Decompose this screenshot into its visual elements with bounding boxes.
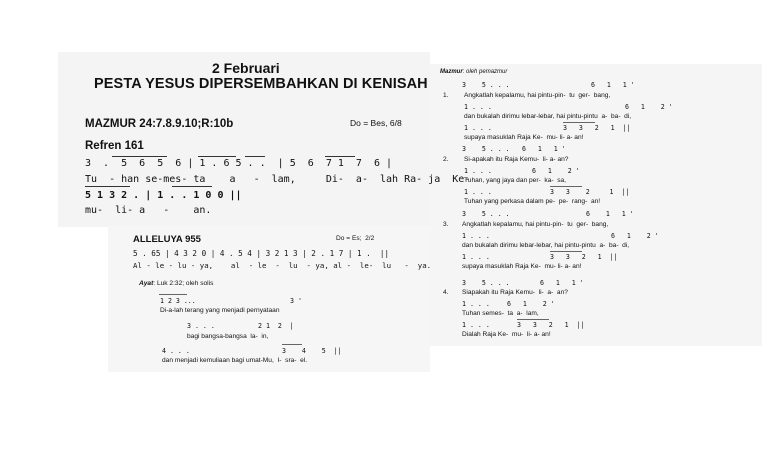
verse-3-notes-c-end: 3 3 2 1 || <box>550 253 618 261</box>
ayat-notes-1: 1 2 3 ... <box>160 297 196 305</box>
verse-1-notes-b-end: 6 1 2 ' <box>625 103 673 111</box>
verse-3-line-a: Angkatlah kepalamu, hai pintu-pin- tu ger- bang, <box>462 221 609 228</box>
verse-2-notes-a: 3 5 . . . <box>462 145 510 153</box>
ayat-lyrics-3: dan menjadi kemuliaan bagi umat-Mu, I- sra- el. <box>162 357 308 364</box>
verse-4-line-b: Tuhan semes- ta a- lam, <box>462 310 539 317</box>
verse-4-notes-b-end: 6 1 2 ' <box>507 300 555 308</box>
ayat-line <box>139 280 213 287</box>
verse-1-notes-a: 3 5 . . . <box>462 81 510 89</box>
slur-line <box>159 294 187 295</box>
verse-3-line-b: dan bukalah dirimu lebar-lebar, hai pintu-pintu a- ba- di, <box>462 242 630 249</box>
slur-line <box>517 319 549 320</box>
psalm-title: MAZMUR 24:7.8.9.10;R:10b <box>85 118 234 130</box>
verses-header-sub: : oleh pemazmur <box>462 69 508 75</box>
refrain-lyrics-line-1: Tu - han se-mes- ta a - lam, Di- a- lah Ra- ja Ke- <box>85 174 471 185</box>
verse-2-notes-c-end: 3 3 2 1 || <box>550 188 630 196</box>
alleluia-title: ALLELUYA 955 <box>133 234 201 245</box>
verse-3-notes-a: 3 5 . . . <box>462 210 510 218</box>
verse-1-notes-a-end: 6 1 1 ' <box>591 81 635 89</box>
verses-header-label: Mazmur <box>440 69 463 75</box>
refrain-title: Refren 161 <box>85 140 144 152</box>
verse-2-line-a: Si-apakah itu Raja Kemu- li- a- an? <box>464 156 569 163</box>
verse-1-line-a: Angkatlah kepalamu, hai pintu-pin- tu ger- bang, <box>464 92 611 99</box>
alleluia-lyrics: Al - le - lu - ya, al - le - lu - ya, al - le- lu - ya. <box>133 261 432 270</box>
ayat-lyrics-1: Di-a-lah terang yang menjadi pernyataan <box>160 307 280 314</box>
verse-3-notes-b-end: 6 1 2 ' <box>611 232 659 240</box>
ayat-notes-3: 4 . . . <box>162 347 190 355</box>
ayat-notes-3-end: 3 4 5 || <box>282 347 342 355</box>
verses-header <box>440 69 507 75</box>
verse-4-notes-a: 3 5 . . . <box>462 279 510 287</box>
verse-1-notes-c: 1 . . . <box>464 124 492 132</box>
refrain-notes-line-2: 5 1 3 2 . | 1 . . 1 0 0 || <box>85 190 242 201</box>
verse-2-notes-a-end: 6 1 1 ' <box>522 145 566 153</box>
slur-line <box>198 156 236 157</box>
verse-1-notes-c-end: 3 3 2 1 || <box>563 124 631 132</box>
feast-title: PESTA YESUS DIPERSEMBAHKAN DI KENISAH <box>94 76 428 92</box>
slur-line <box>325 156 355 157</box>
verse-4-notes-c: 1 . . . <box>462 321 490 329</box>
verse-2-notes-b: 1 . . . <box>464 167 492 175</box>
psalm-key: Do = Bes, 6/8 <box>350 118 402 128</box>
verse-2-line-c: Tuhan yang perkasa dalam pe- pe- rang- an! <box>464 198 601 205</box>
verse-1-number: 1. <box>443 92 449 99</box>
verse-3-number: 3. <box>443 221 449 228</box>
verse-2-line-b: Tuhan, yang jaya dan per- ka- sa, <box>464 177 567 184</box>
slur-line <box>550 186 582 187</box>
refrain-notes-line-1: 3 . 5 6 5 6 | 1 . 6 5 . . | 5 6 7 1 7 6 | <box>85 158 393 169</box>
ayat-label: Ayat <box>139 280 154 287</box>
slur-line <box>85 186 130 187</box>
verse-1-line-c: supaya masuklah Raja Ke- mu- li- a- an! <box>464 134 584 141</box>
slur-line <box>282 344 302 345</box>
slur-line <box>245 156 265 157</box>
verse-2-notes-b-end: 6 1 2 ' <box>532 167 580 175</box>
verse-4-number: 4. <box>443 289 449 296</box>
slur-line <box>172 186 212 187</box>
verse-4-notes-b: 1 . . . <box>462 300 490 308</box>
ayat-lyrics-2: bagi bangsa-bangsa la- in, <box>187 333 269 340</box>
alleluia-scan-panel <box>108 226 430 372</box>
verse-4-notes-a-end: 6 1 1 ' <box>540 279 584 287</box>
ayat-notes-1-end: 3 ' <box>290 297 302 305</box>
verse-4-line-a: Siapakah itu Raja Kemu- li- a- an? <box>462 289 568 296</box>
verse-2-number: 2. <box>443 156 449 163</box>
verse-3-notes-b: 1 . . . <box>462 232 490 240</box>
verse-1-notes-b: 1 . . . <box>464 103 492 111</box>
ayat-source: : Luk 2:32; oleh solis <box>153 280 214 287</box>
verse-1-line-b: dan bukalah dirimu lebar-lebar, hai pintu-pintu a- ba- di, <box>464 113 632 120</box>
slur-line <box>563 122 595 123</box>
alleluia-key: Do = Es; 2/2 <box>336 235 375 242</box>
verse-3-notes-c: 1 . . . <box>462 253 490 261</box>
verse-3-notes-a-end: 6 1 1 ' <box>586 210 634 218</box>
verse-2-notes-c: 1 . . . <box>464 188 492 196</box>
verse-3-line-c: supaya masuklah Raja Ke- mu- li- a- an! <box>462 263 582 270</box>
slur-line <box>112 156 167 157</box>
verse-4-notes-c-end: 3 3 2 1 || <box>517 321 585 329</box>
ayat-notes-2-end: 2 1 2 | <box>258 322 294 330</box>
verse-4-line-c: Dialah Raja Ke- mu- li- a- an! <box>462 331 551 338</box>
slur-line <box>550 251 582 252</box>
refrain-lyrics-line-2: mu- li- a - an. <box>85 205 212 216</box>
feast-date: 2 Februari <box>212 60 280 76</box>
ayat-notes-2: 3 . . . <box>187 322 215 330</box>
alleluia-notes: 5 . 65 | 4 3 2 0 | 4 . 5 4 | 3 2 1 3 | 2 . 1 7 | 1 . || <box>133 249 390 258</box>
